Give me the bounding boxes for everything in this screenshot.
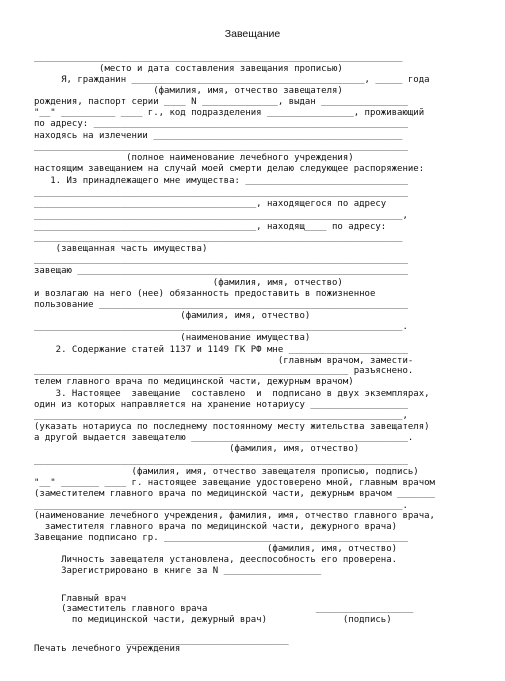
document-line: Личность завещателя установлена, дееспособность его проверена.: [34, 555, 398, 565]
document-line: (фамилия, имя, отчество): [34, 311, 311, 321]
document-line: и возлагаю на него (нее) обязанность предоставить в пожизненное: [34, 289, 376, 299]
document-line: ____________________________________________________________________,: [34, 211, 408, 221]
document-line: _____________________________________________________________________: [34, 188, 408, 198]
document-line: Я, гражданин ___________________________________________, _____ года: [34, 75, 430, 85]
document-line: Главный врач: [34, 594, 127, 604]
document-line: (наименование имущества): [34, 333, 311, 343]
document-line: (фамилия, имя, отчество): [34, 278, 343, 288]
document-line: (фамилия, имя, отчество завещателя): [34, 86, 343, 96]
document-line: по медицинской части, дежурный врач) (подпись): [34, 615, 392, 625]
document-line: находясь на излечении ______________________________________________: [34, 131, 403, 141]
document-line: (наименование лечебного учреждения, фамилия, имя, отчество главного врача,: [34, 511, 435, 521]
document-line: ____________________________________________________________________.: [34, 501, 408, 511]
document-line: по адресу: __________________________________________________________: [34, 119, 408, 129]
document-line: ______________________________: [34, 636, 289, 646]
document-line: ____________________________________________________________________,: [34, 411, 408, 421]
document-line: "__" __________ ____ г., код подразделения ________________, проживающий: [34, 108, 425, 118]
document-line: ____________________________________________________________________.: [34, 322, 408, 332]
document-line: (полное наименование лечебного учреждения): [34, 153, 354, 163]
document-line: 1. Из принадлежащего мне имущества: ______________________________: [34, 176, 408, 186]
document-line: заместителя главного врача по медицинской части, дежурного врача): [34, 522, 398, 532]
document-line: (фамилия, имя, отчество завещателя прописью, подпись): [34, 467, 419, 477]
document-title: Завещание: [224, 28, 281, 40]
document-line: Печать лечебного учреждения: [34, 644, 181, 654]
document-line: (заместитель главного врача __________________: [34, 604, 414, 614]
document-line: телем главного врача по медицинской части, дежурным врачом): [34, 377, 354, 387]
document-line: (место и дата составления завещания прописью): [34, 64, 343, 74]
document-line: 3. Настоящее завещание составлено и подписано в двух экземплярах,: [34, 389, 430, 399]
document-line: рождения, паспорт серии ____ N ______________, выдан ________________: [34, 97, 408, 107]
document-line: завещаю _____________________________________________________________: [34, 266, 408, 276]
document-line: Завещание подписано гр. _____________________________________________: [34, 533, 408, 543]
document-line: _____________________________________________________________________: [34, 456, 408, 466]
document-line: один из которых направляется на хранение нотариусу __________________: [34, 400, 408, 410]
document-line: (главным врачом, замести-: [34, 356, 414, 366]
document-line: (фамилия, имя, отчество): [34, 544, 398, 554]
document-line: пользование _________________________________________________________: [34, 300, 408, 310]
document-line: ____________________________________________________________________: [34, 53, 403, 63]
document-line: "__" _______ ____ г. настоящее завещание удостоверено мной, главным врачом: [34, 478, 435, 488]
document-line: Зарегистрировано в книге за N __________________: [34, 566, 322, 576]
document-line: __________________________________________________________ разъяснено.: [34, 366, 414, 376]
document-line: (завещанная часть имущества): [34, 244, 208, 254]
document-line: _____________________________________________________________________: [34, 255, 408, 265]
document-line: 2. Содержание статей 1137 и 1149 ГК РФ мне ______________________: [34, 345, 408, 355]
document-line: _________________________________________, находящ____ по адресу:: [34, 222, 387, 232]
document-line: настоящим завещанием на случай моей смерти делаю следующее распоряжение:: [34, 164, 425, 174]
document-line: ____________________________________________________________________: [34, 233, 403, 243]
document-line: (фамилия, имя, отчество): [34, 444, 360, 454]
document-line: (заместителем главного врача по медицинской части, дежурным врачом _______: [34, 489, 435, 499]
document-line: (указать нотариуса по последнему постоянному месту жительства завещателя): [34, 422, 430, 432]
document-line: _________________________________________, находящегося по адресу: [34, 199, 387, 209]
document-line: _____________________________________________________________________: [34, 142, 408, 152]
document-line: а другой выдается завещателю ________________________________________.: [34, 433, 414, 443]
